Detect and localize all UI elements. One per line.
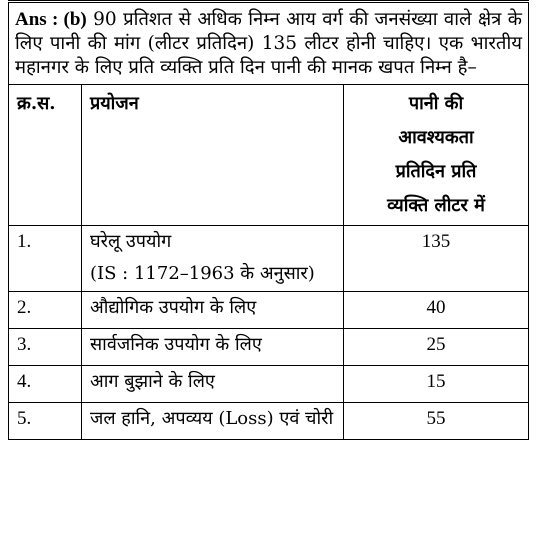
header-need-line-2: आवश्यकता <box>398 127 474 148</box>
row-purpose-extra: (IS : 1172–1963 के अनुसार) <box>90 263 315 284</box>
row-purpose-main: घरेलू उपयोग <box>90 231 172 252</box>
row-purpose: औद्योगिक उपयोग के लिए <box>82 292 344 329</box>
row-value: 40 <box>344 292 529 329</box>
row-value: 55 <box>344 403 529 440</box>
header-need-line-4: व्यक्ति लीटर में <box>387 195 485 216</box>
row-purpose: सार्वजनिक उपयोग के लिए <box>82 329 344 366</box>
top-rule <box>8 0 529 1</box>
table-row <box>9 366 528 403</box>
row-value: 15 <box>344 366 529 403</box>
row-value: 135 <box>344 226 529 292</box>
answer-text: 90 प्रतिशत से अधिक निम्न आय वर्ग की जनसंख्या वाले क्षेत्र के लिए पानी की मांग (लीटर प्रतिदिन) 135 लीटर होनी चाहिए। एक भारतीय महानगर के लिए प्रति व्यक्ति प्रति दिन पानी की मानक खपत निम्न है– <box>15 9 522 78</box>
row-serial: 3. <box>9 329 82 366</box>
table-header-row <box>9 85 528 226</box>
header-serial: क्र.स. <box>9 85 82 226</box>
header-purpose: प्रयोजन <box>82 85 344 226</box>
answer-label: Ans : (b) <box>15 9 87 30</box>
answer-box <box>8 2 529 440</box>
header-need-line-1: पानी की <box>408 93 464 114</box>
table-row <box>9 403 528 440</box>
answer-paragraph <box>9 3 528 85</box>
header-need-line-3: प्रतिदिन प्रति <box>395 161 477 182</box>
row-purpose: आग बुझाने के लिए <box>82 366 344 403</box>
row-purpose: जल हानि, अपव्यय (Loss) एवं चोरी <box>82 403 344 440</box>
row-serial: 5. <box>9 403 82 440</box>
row-serial: 1. <box>9 226 82 292</box>
row-purpose <box>82 226 344 292</box>
water-demand-table <box>9 85 528 439</box>
row-serial: 4. <box>9 366 82 403</box>
table-row <box>9 329 528 366</box>
table-row <box>9 226 528 292</box>
row-serial: 2. <box>9 292 82 329</box>
row-value: 25 <box>344 329 529 366</box>
header-water-need <box>344 85 529 226</box>
table-row <box>9 292 528 329</box>
